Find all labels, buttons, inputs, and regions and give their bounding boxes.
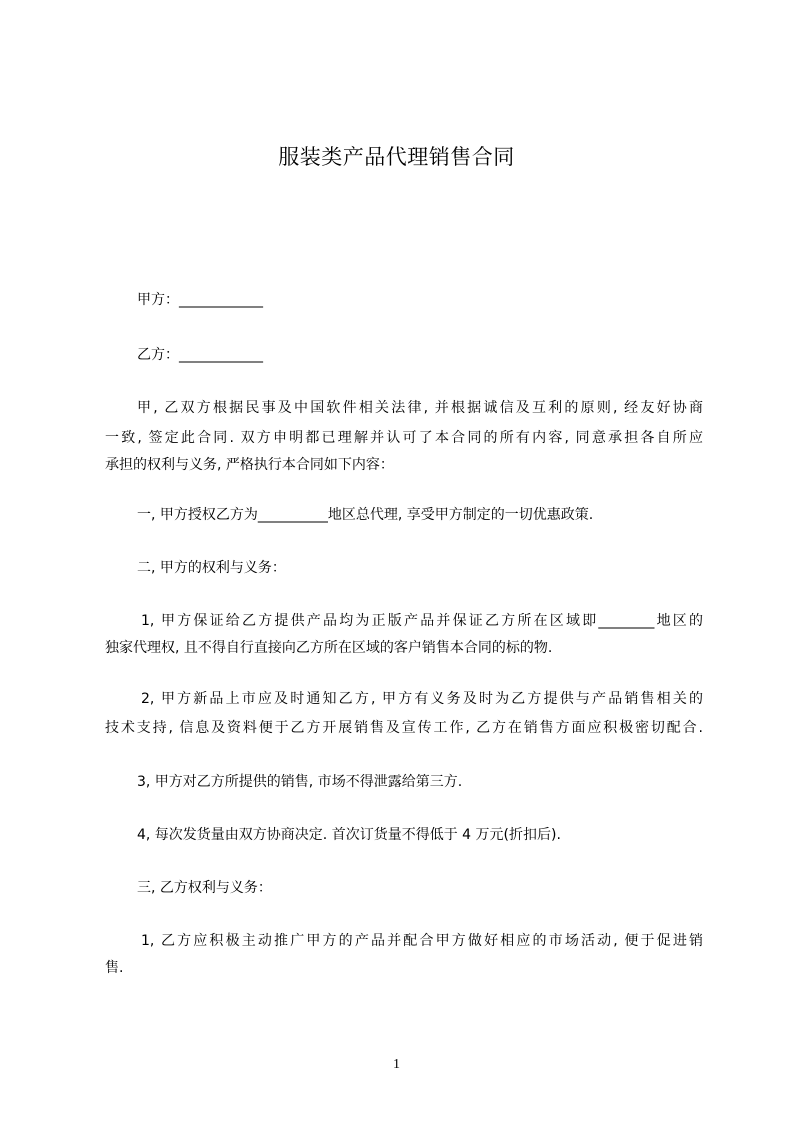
- page-number: 1: [393, 1057, 400, 1072]
- party-a-line: 甲方：____________: [137, 292, 263, 308]
- s2-item4: 4, 每次发货量由双方协商决定. 首次订货量不得低于 4 万元(折扣后).: [137, 827, 561, 843]
- s2-item3: 3, 甲方对乙方所提供的销售, 市场不得泄露给第三方.: [137, 774, 463, 790]
- intro-line-1: 甲, 乙双方根据民事及中国软件相关法律, 并根据诚信及互利的原则, 经友好协商: [137, 400, 703, 416]
- document-title: 服装类产品代理销售合同: [278, 145, 515, 169]
- clause-1: 一, 甲方授权乙方为__________地区总代理, 享受甲方制定的一切优惠政策.: [137, 507, 594, 523]
- party-b-line: 乙方：____________: [137, 347, 263, 363]
- section-2-heading: 二, 甲方的权利与义务：: [137, 560, 286, 576]
- intro-line-3: 承担的权利与义务, 严格执行本合同如下内容：: [105, 457, 394, 473]
- section-3-heading: 三, 乙方权利与义务：: [137, 880, 272, 896]
- s2-item1-line-1: 1, 甲方保证给乙方提供产品均为正版产品并保证乙方所在区域即________地区的: [141, 613, 703, 629]
- s2-item2-line-2: 技术支持, 信息及资料便于乙方开展销售及宣传工作, 乙方在销售方面应积极密切配合.: [105, 720, 703, 736]
- s2-item1-line-2: 独家代理权, 且不得自行直接向乙方所在区域的客户销售本合同的标的物.: [105, 640, 553, 656]
- s3-item1-line-1: 1, 乙方应积极主动推广甲方的产品并配合甲方做好相应的市场活动, 便于促进销: [141, 933, 703, 949]
- s2-item2-line-1: 2, 甲方新品上市应及时通知乙方, 甲方有义务及时为乙方提供与产品销售相关的: [141, 691, 703, 707]
- intro-line-2: 一致, 签定此合同. 双方申明都已理解并认可了本合同的所有内容, 同意承担各自所应: [105, 430, 703, 446]
- s3-item1-line-2: 售.: [105, 960, 124, 976]
